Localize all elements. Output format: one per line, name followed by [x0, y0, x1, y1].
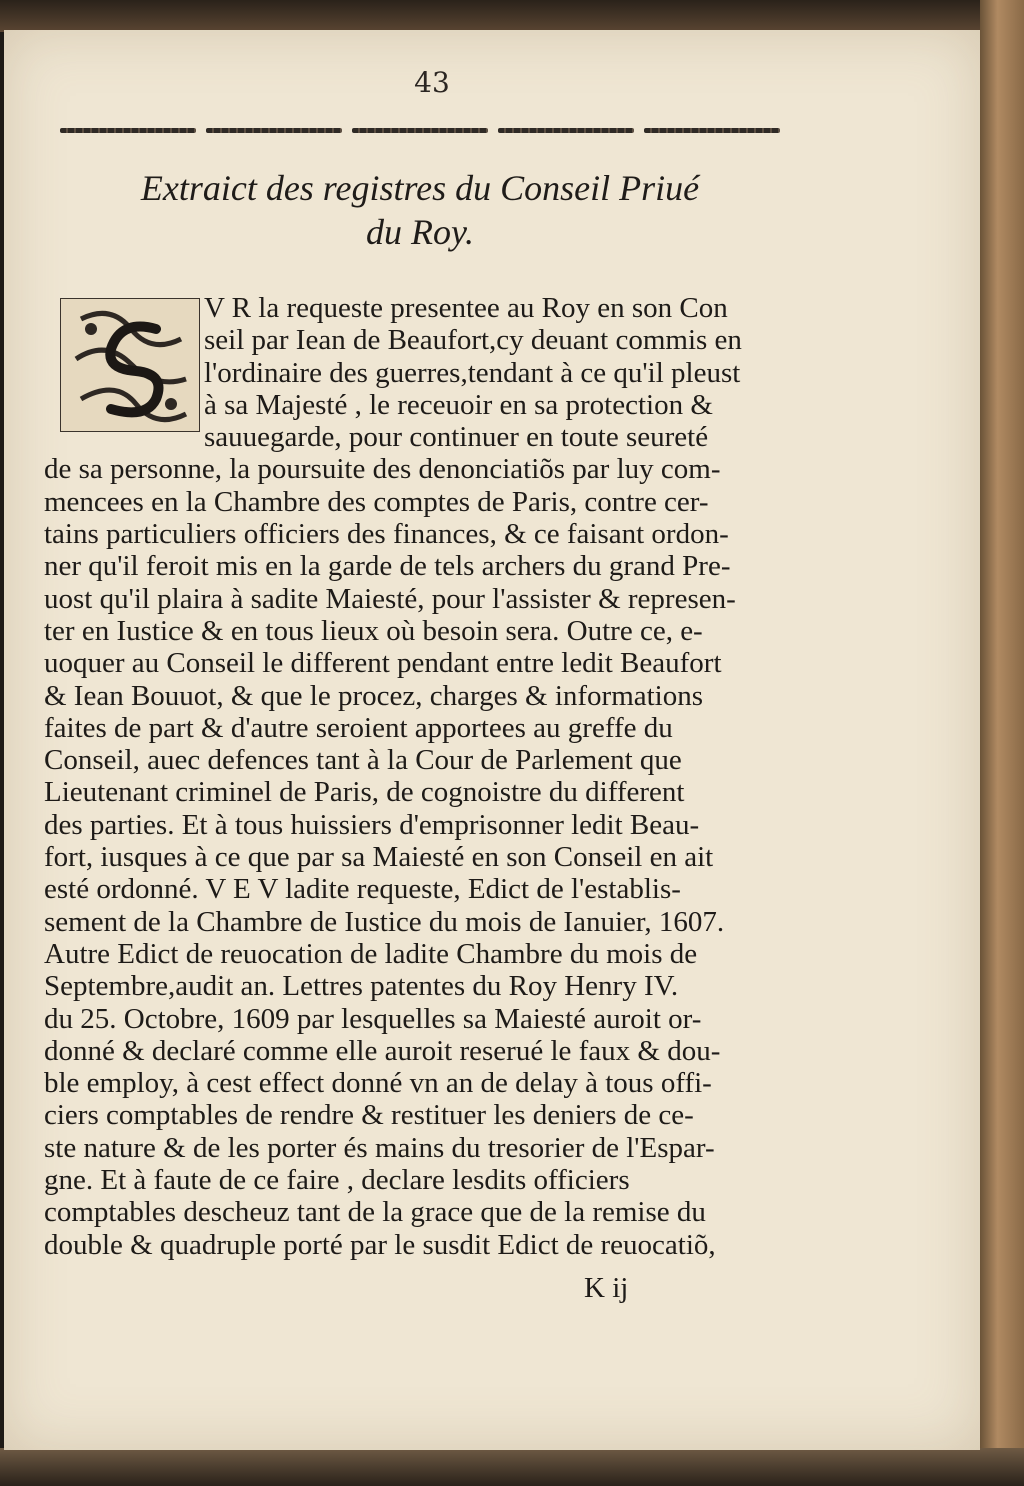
text-line: à sa Majesté , le receuoir en sa protection & [204, 388, 713, 421]
text-line: Septembre,audit an. Lettres patentes du Roy Henry IV. [44, 970, 679, 1003]
text-line: ste nature & de les porter és mains du tresorier de l'Espar- [44, 1131, 715, 1164]
text-line: & Iean Bouuot, & que le procez, charges & informations [44, 679, 704, 712]
text-line: double & quadruple porté par le susdit Edict de reuocatiõ, [44, 1228, 716, 1261]
text-line: de sa personne, la poursuite des denonciatiõs par luy com- [44, 453, 721, 486]
text-line: mencees en la Chambre des comptes de Paris, contre cer- [44, 485, 709, 518]
text-line: uost qu'il plaira à sadite Maiesté, pour l'assister & represen- [44, 582, 736, 615]
text-line: comptables descheuz tant de la grace que de la remise du [44, 1196, 706, 1229]
text-line: ner qu'il feroit mis en la garde de tels archers du grand Pre- [44, 550, 731, 583]
text-line: ble employ, à cest effect donné vn an de delay à tous offi- [44, 1067, 712, 1100]
body-text [44, 292, 784, 1261]
text-line: uoquer au Conseil le different pendant entre ledit Beaufort [44, 647, 722, 680]
book-spine-edge [980, 0, 1024, 1486]
title-line-1: Extraict des registres du Conseil Priué [140, 168, 700, 208]
text-line: ciers comptables de rendre & restituer les deniers de ce- [44, 1099, 694, 1132]
book-bottom-edge [0, 1448, 1024, 1486]
text-line: ter en Iustice & en tous lieux où besoin sera. Outre ce, e- [44, 614, 703, 647]
text-line: l'ordinaire des guerres,tendant à ce qu'il pleust [204, 356, 741, 389]
text-line: Autre Edict de reuocation de ladite Chambre du mois de [44, 937, 698, 970]
text-line: des parties. Et à tous huissiers d'emprisonner ledit Beau- [44, 808, 700, 841]
title-line-2: du Roy. [366, 212, 474, 252]
text-line: gne. Et à faute de ce faire , declare lesdits officiers [44, 1164, 630, 1197]
text-line: seil par Iean de Beaufort,cy deuant commis en [204, 324, 742, 357]
page-number: 43 [414, 66, 450, 99]
text-line: sauuegarde, pour continuer en toute seureté [204, 421, 709, 454]
signature-mark: K ij [584, 1272, 629, 1304]
ornamental-rule [60, 128, 780, 136]
page-title [100, 166, 740, 254]
text-line: esté ordonné. V E V ladite requeste, Edict de l'establis- [44, 873, 681, 906]
text-line: du 25. Octobre, 1609 par lesquelles sa Maiesté auroit or- [44, 1002, 702, 1035]
text-line: faites de part & d'autre seroient apportees au greffe du [44, 711, 673, 744]
text-line: tains particuliers officiers des finances, & ce faisant ordon- [44, 518, 729, 551]
text-line: sement de la Chambre de Iustice du mois de Ianuier, 1607. [44, 905, 725, 938]
text-line: Conseil, auec defences tant à la Cour de Parlement que [44, 744, 682, 777]
text-line: fort, iusques à ce que par sa Maiesté en son Conseil en ait [44, 841, 714, 874]
text-line: Lieutenant criminel de Paris, de cognoistre du different [44, 776, 685, 809]
text-line: V R la requeste presentee au Roy en son Con [204, 292, 728, 324]
book-top-edge [0, 0, 1024, 32]
text-line: donné & declaré comme elle auroit reserué le faux & dou- [44, 1034, 721, 1067]
